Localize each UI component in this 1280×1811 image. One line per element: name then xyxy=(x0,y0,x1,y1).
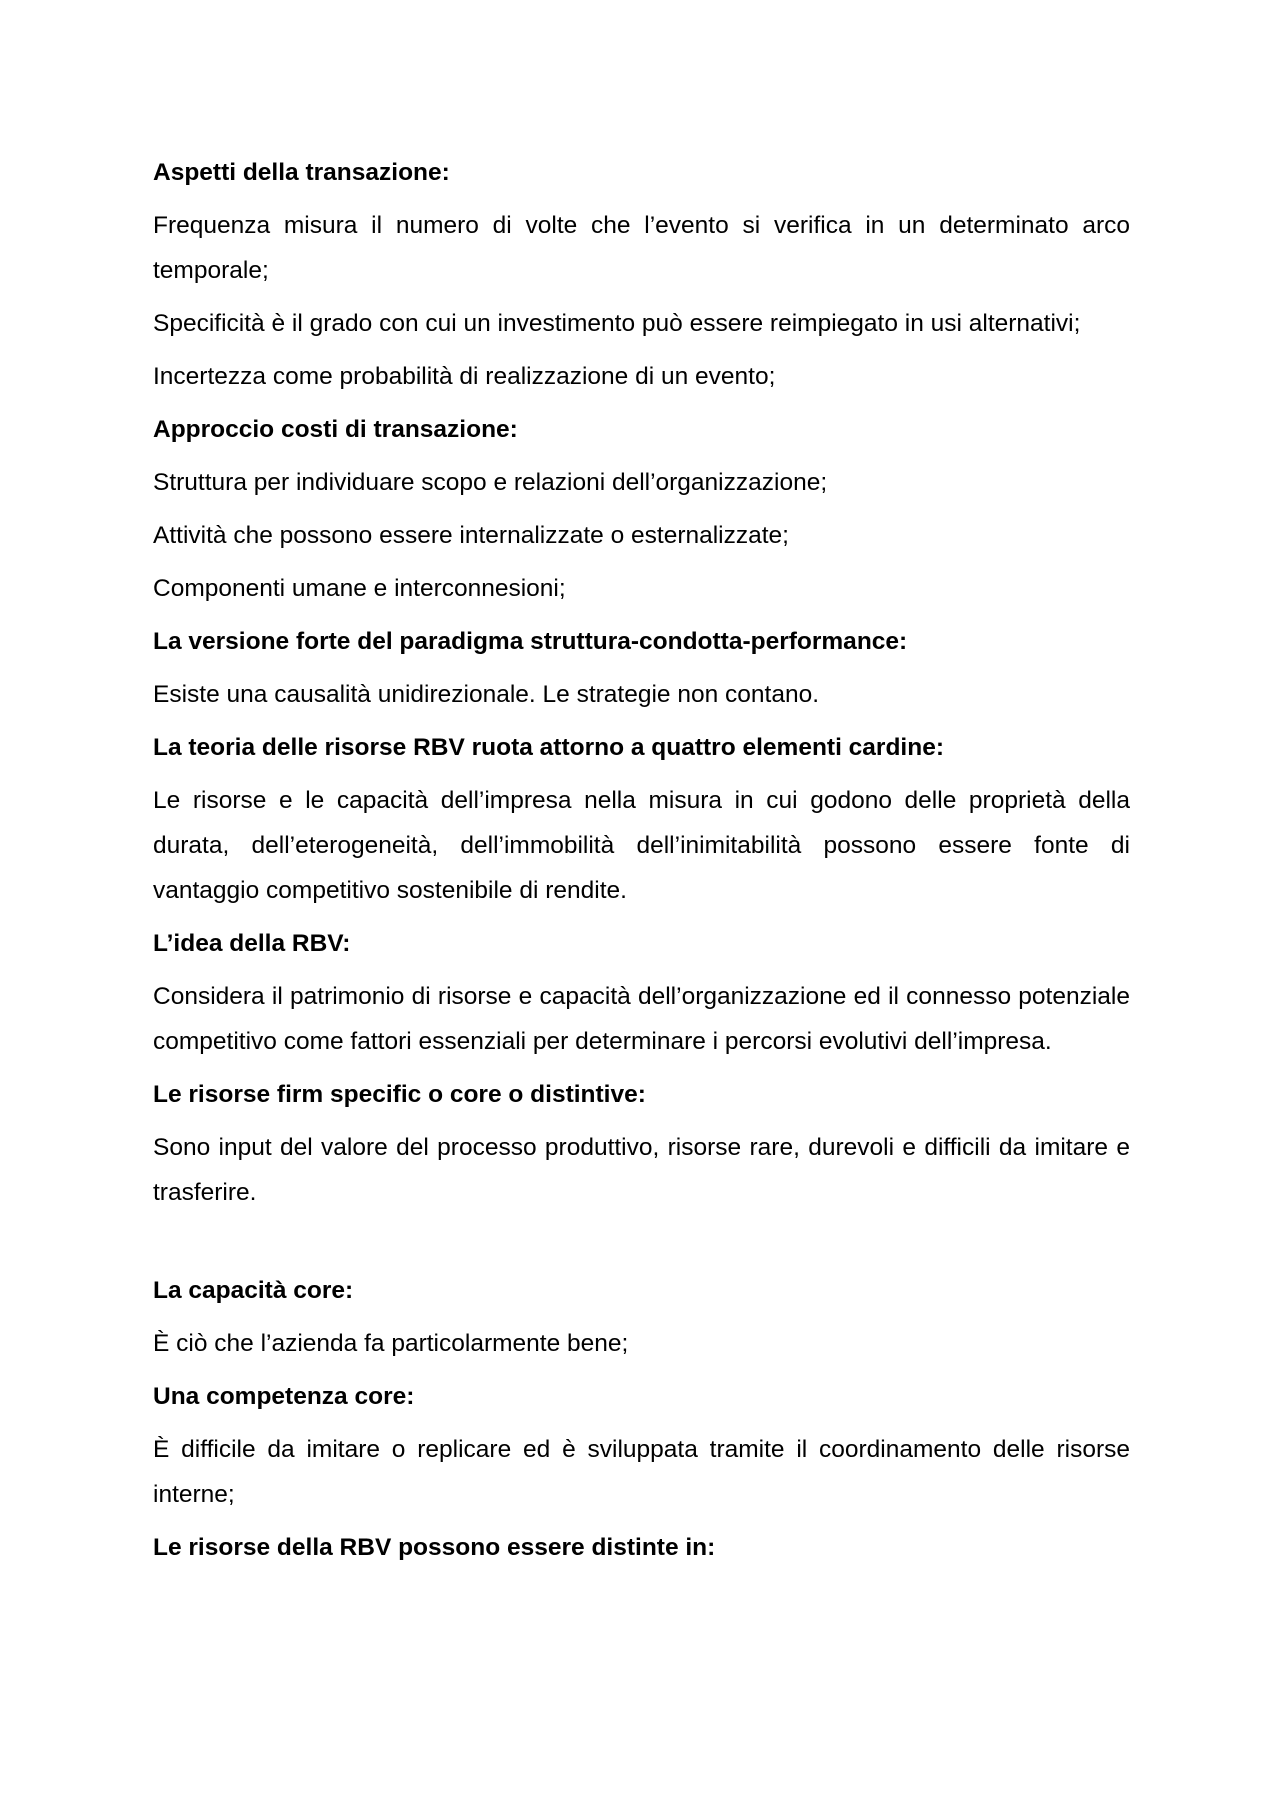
section-heading: Le risorse firm specific o core o distintive: xyxy=(153,1081,646,1108)
paragraph: Componenti umane e interconnesioni; xyxy=(153,575,566,602)
paragraph: Frequenza misura il numero di volte che l’evento si verifica in un determinato arco temporale; xyxy=(153,212,1130,284)
document-page xyxy=(153,150,1130,1578)
blank-line xyxy=(153,1223,1130,1268)
paragraph: Struttura per individuare scopo e relazioni dell’organizzazione; xyxy=(153,469,828,496)
section-heading: L’idea della RBV: xyxy=(153,930,351,957)
paragraph: Attività che possono essere internalizzate o esternalizzate; xyxy=(153,522,789,549)
paragraph: Le risorse e le capacità dell’impresa nella misura in cui godono delle proprietà della durata, dell’eterogeneità, dell’immobilità dell’inimitabilità possono essere fonte di vantaggio competitivo sostenibile di rendite. xyxy=(153,787,1130,904)
section-heading: Approccio costi di transazione: xyxy=(153,416,518,443)
section-heading: Le risorse della RBV possono essere distinte in: xyxy=(153,1534,716,1561)
section-heading: La teoria delle risorse RBV ruota attorno a quattro elementi cardine: xyxy=(153,734,944,761)
paragraph: Considera il patrimonio di risorse e capacità dell’organizzazione ed il connesso potenziale competitivo come fattori essenziali per determinare i percorsi evolutivi dell’impresa. xyxy=(153,983,1130,1055)
paragraph: Specificità è il grado con cui un investimento può essere reimpiegato in usi alternativi; xyxy=(153,310,1081,337)
paragraph: Esiste una causalità unidirezionale. Le strategie non contano. xyxy=(153,681,820,708)
paragraph: È difficile da imitare o replicare ed è sviluppata tramite il coordinamento delle risorse interne; xyxy=(153,1436,1130,1508)
section-heading: Aspetti della transazione: xyxy=(153,159,450,186)
section-heading: La versione forte del paradigma struttura-condotta-performance: xyxy=(153,628,908,655)
section-heading: Una competenza core: xyxy=(153,1383,415,1410)
paragraph: Sono input del valore del processo produttivo, risorse rare, durevoli e difficili da imitare e trasferire. xyxy=(153,1134,1130,1206)
section-heading: La capacità core: xyxy=(153,1277,354,1304)
paragraph: È ciò che l’azienda fa particolarmente bene; xyxy=(153,1330,629,1357)
paragraph: Incertezza come probabilità di realizzazione di un evento; xyxy=(153,363,776,390)
